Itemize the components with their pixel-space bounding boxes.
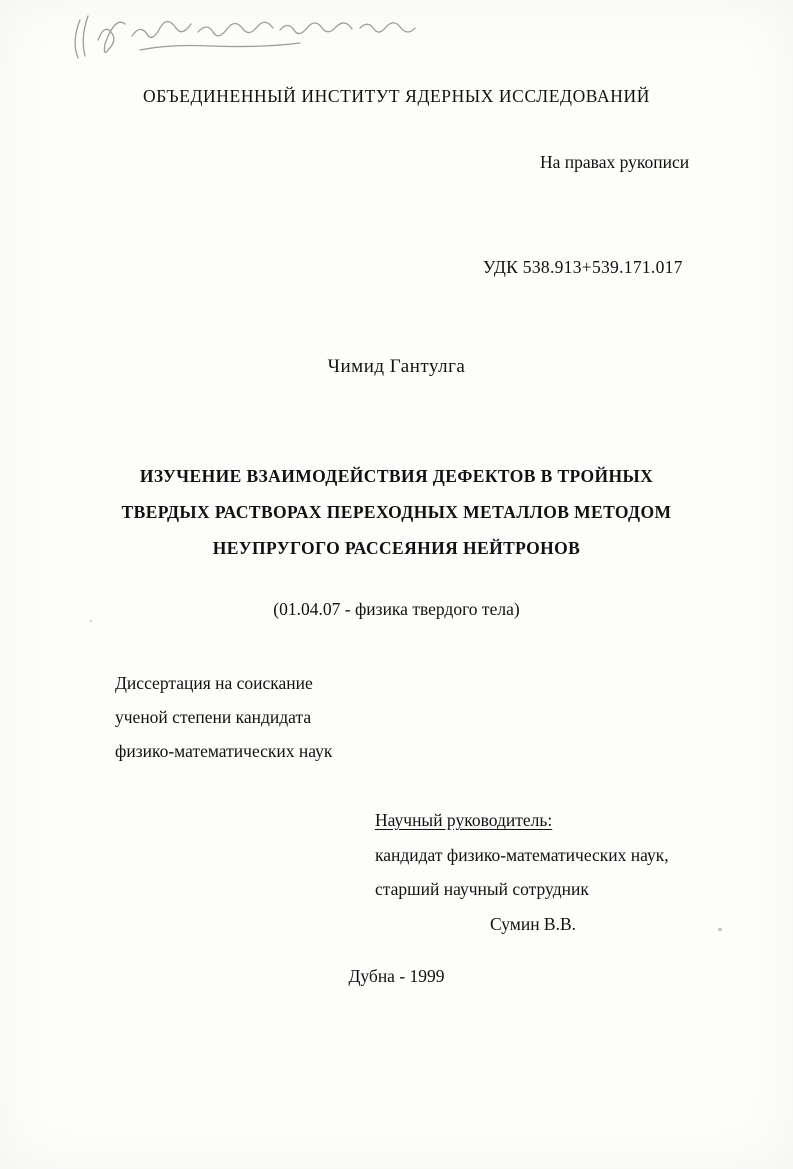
handwritten-annotation — [70, 6, 450, 64]
supervisor-degree: кандидат физико-математических наук, — [375, 844, 669, 865]
title-line-1: ИЗУЧЕНИЕ ВЗАИМОДЕЙСТВИЯ ДЕФЕКТОВ В ТРОЙНЫХ — [139, 466, 654, 486]
dissertation-statement — [115, 666, 332, 768]
supervisor-position: старший научный сотрудник — [375, 879, 589, 899]
author-name: Чимид Гантулга — [327, 356, 466, 377]
supervisor-name: Сумин В.В. — [490, 913, 577, 934]
dissertation-title — [0, 458, 793, 566]
institute-name: ОБЪЕДИНЕННЫЙ ИНСТИТУТ ЯДЕРНЫХ ИССЛЕДОВАНИЙ — [143, 86, 650, 106]
title-line-3: НЕУПРУГОГО РАССЕЯНИЯ НЕЙТРОНОВ — [212, 538, 581, 558]
udk-classification: УДК 538.913+539.171.017 — [483, 257, 683, 277]
dissertation-line-3: физико-математических наук — [115, 741, 333, 761]
supervisor-section — [375, 803, 669, 941]
dissertation-line-1: Диссертация на соискание — [115, 673, 313, 693]
place-and-year: Дубна - 1999 — [348, 966, 445, 986]
specialty-code: (01.04.07 - физика твердого тела) — [273, 599, 520, 619]
supervisor-label: Научный руководитель: — [375, 810, 553, 830]
scan-speck — [718, 928, 722, 931]
title-line-2: ТВЕРДЫХ РАСТВОРАХ ПЕРЕХОДНЫХ МЕТАЛЛОВ МЕТОДОМ — [121, 502, 672, 522]
manuscript-rights-note: На правах рукописи — [540, 152, 690, 172]
dissertation-line-2: ученой степени кандидата — [115, 707, 312, 727]
scan-speck — [90, 620, 92, 622]
